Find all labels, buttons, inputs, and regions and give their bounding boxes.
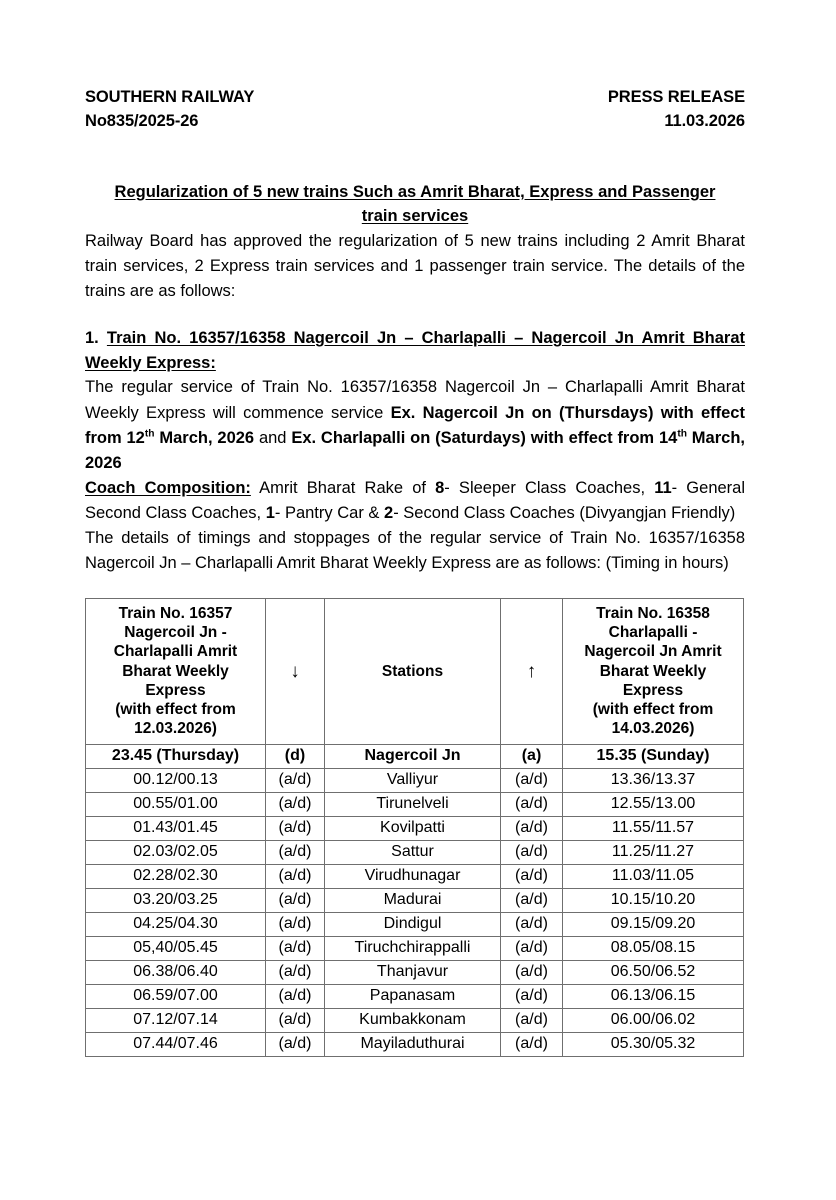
- cell-up-time: 12.55/13.00: [563, 792, 744, 816]
- cell-station: Papanasam: [325, 984, 501, 1008]
- page-title-line-1: Regularization of 5 new trains Such as Amrit Bharat, Express and Passenger: [114, 182, 716, 201]
- cell-down-mark: (a/d): [266, 1008, 325, 1032]
- cell-up-mark: (a/d): [501, 816, 563, 840]
- timing-table-wrapper: [85, 598, 745, 1057]
- cell-station: Mayiladuthurai: [325, 1032, 501, 1056]
- header-down-line-3: Charlapalli Amrit: [113, 643, 238, 661]
- cell-up-mark: (a/d): [501, 1008, 563, 1032]
- header-up-train: [563, 599, 744, 745]
- cell-down-time: 23.45 (Thursday): [86, 744, 266, 768]
- cell-down-time: 07.12/07.14: [86, 1008, 266, 1032]
- cell-down-time: 07.44/07.46: [86, 1032, 266, 1056]
- arrow-down-icon: ↓: [266, 599, 325, 745]
- document-type: PRESS RELEASE: [607, 88, 745, 106]
- section-1-service-paragraph: [85, 375, 745, 475]
- cell-down-mark: (a/d): [266, 1032, 325, 1056]
- table-row: [86, 960, 744, 984]
- cell-down-time: 00.12/00.13: [86, 768, 266, 792]
- table-row: [86, 984, 744, 1008]
- cell-down-mark: (a/d): [266, 864, 325, 888]
- cell-station: Kovilpatti: [325, 816, 501, 840]
- cell-down-time: 06.59/07.00: [86, 984, 266, 1008]
- coach-composition-paragraph: [85, 476, 745, 526]
- cell-down-mark: (a/d): [266, 912, 325, 936]
- header-up-line-1: Train No. 16358: [596, 605, 710, 623]
- cell-up-mark: (a/d): [501, 792, 563, 816]
- table-row: [86, 840, 744, 864]
- header-down-line-1: Train No. 16357: [118, 605, 233, 623]
- page-title: [85, 181, 745, 229]
- header-stations: Stations: [325, 599, 501, 745]
- cell-down-time: 02.28/02.30: [86, 864, 266, 888]
- timing-table-head: [86, 599, 744, 745]
- header-down-line-6: (with effect from: [115, 701, 236, 719]
- cell-station: Virudhunagar: [325, 864, 501, 888]
- coach-count-sleeper: 8: [435, 478, 445, 497]
- cell-station: Thanjavur: [325, 960, 501, 984]
- cell-station: Valliyur: [325, 768, 501, 792]
- coach-composition-label: Coach Composition:: [85, 478, 251, 497]
- table-row-origin: [86, 744, 744, 768]
- cell-up-time: 15.35 (Sunday): [563, 744, 744, 768]
- cell-down-time: 03.20/03.25: [86, 888, 266, 912]
- cell-station: Tiruchchirappalli: [325, 936, 501, 960]
- date-2-rest: March, 2026: [85, 428, 745, 472]
- cell-down-mark: (a/d): [266, 936, 325, 960]
- cell-up-mark: (a/d): [501, 888, 563, 912]
- cell-up-mark: (a/d): [501, 960, 563, 984]
- header-up-line-7: 14.03.2026): [611, 720, 695, 738]
- cell-down-time: 04.25/04.30: [86, 912, 266, 936]
- cell-down-mark: (a/d): [266, 792, 325, 816]
- header-down-line-4: Bharat Weekly: [122, 662, 229, 680]
- cell-up-mark: (a/d): [501, 768, 563, 792]
- cell-up-mark: (a/d): [501, 1032, 563, 1056]
- cell-station: Tirunelveli: [325, 792, 501, 816]
- letterhead-right: [608, 86, 745, 134]
- cell-down-mark: (a/d): [266, 840, 325, 864]
- service-text-lead: The regular service of Train No. 16357/16358 Nagercoil Jn – Charlapalli Amrit Bharat Weekly Express will commence service: [85, 378, 745, 422]
- table-header-row: [86, 599, 744, 745]
- cell-up-time: 06.50/06.52: [563, 960, 744, 984]
- header-up-line-6: (with effect from: [592, 701, 714, 719]
- section-1-number: 1.: [85, 328, 99, 347]
- coach-text-3: - General Second Class Coaches,: [85, 478, 746, 522]
- timings-intro-paragraph: The details of timings and stoppages of the regular service of Train No. 16357/16358 Nagercoil Jn – Charlapalli Amrit Bharat Weekly Express are as follows: (Timing in hours): [85, 528, 745, 572]
- cell-up-time: 08.05/08.15: [563, 936, 744, 960]
- arrow-up-icon: ↑: [501, 599, 563, 745]
- table-row: [86, 888, 744, 912]
- coach-count-general: 11: [654, 478, 672, 497]
- table-row: [86, 1032, 744, 1056]
- cell-down-mark: (a/d): [266, 768, 325, 792]
- cell-up-time: 10.15/10.20: [563, 888, 744, 912]
- cell-down-time: 00.55/01.00: [86, 792, 266, 816]
- cell-station: Dindigul: [325, 912, 501, 936]
- cell-station: Nagercoil Jn: [325, 744, 501, 768]
- coach-text-1: Amrit Bharat Rake of: [250, 478, 436, 497]
- header-down-line-2: Nagercoil Jn -: [124, 624, 227, 642]
- cell-down-mark: (d): [266, 744, 325, 768]
- cell-station: Madurai: [325, 888, 501, 912]
- ordinal-suffix-1: th: [144, 428, 155, 440]
- coach-text-2: - Sleeper Class Coaches,: [444, 478, 655, 497]
- cell-up-mark: (a/d): [501, 864, 563, 888]
- cell-up-mark: (a/d): [501, 840, 563, 864]
- timing-table-body: [86, 744, 744, 1056]
- cell-down-time: 05,40/05.45: [86, 936, 266, 960]
- table-row: [86, 768, 744, 792]
- cell-up-time: 06.13/06.15: [563, 984, 744, 1008]
- cell-down-mark: (a/d): [266, 888, 325, 912]
- cell-down-time: 02.03/02.05: [86, 840, 266, 864]
- letterhead-left: [85, 86, 254, 134]
- header-up-line-5: Express: [622, 681, 684, 699]
- timing-table: [85, 598, 744, 1057]
- table-row: [86, 936, 744, 960]
- table-row: [86, 912, 744, 936]
- letterhead: [85, 86, 745, 134]
- cell-up-time: 13.36/13.37: [563, 768, 744, 792]
- header-down-line-7: 12.03.2026): [134, 720, 217, 738]
- cell-up-time: 11.03/11.05: [563, 864, 744, 888]
- ordinal-suffix-2: th: [677, 428, 687, 440]
- cell-down-mark: (a/d): [266, 960, 325, 984]
- cell-down-time: 01.43/01.45: [86, 816, 266, 840]
- table-row: [86, 816, 744, 840]
- cell-down-mark: (a/d): [266, 816, 325, 840]
- cell-up-time: 11.25/11.27: [563, 840, 744, 864]
- header-up-line-2: Charlapalli -: [608, 624, 698, 642]
- cell-station: Sattur: [325, 840, 501, 864]
- cell-up-time: 05.30/05.32: [563, 1032, 744, 1056]
- cell-down-mark: (a/d): [266, 984, 325, 1008]
- page-title-line-2: train services: [361, 206, 469, 225]
- cell-up-mark: (a/d): [501, 936, 563, 960]
- header-down-line-5: Express: [145, 681, 206, 699]
- conjunction-and: and: [254, 428, 292, 447]
- table-row: [86, 864, 744, 888]
- cell-up-time: 09.15/09.20: [563, 912, 744, 936]
- ex-charlapalli-bold: Ex. Charlapalli on (Saturdays) with effect from 14: [291, 428, 678, 447]
- coach-count-pantry: 1: [265, 503, 275, 522]
- cell-down-time: 06.38/06.40: [86, 960, 266, 984]
- cell-up-mark: (a/d): [501, 984, 563, 1008]
- organization-name: SOUTHERN RAILWAY: [85, 88, 255, 106]
- table-row: [86, 1008, 744, 1032]
- ex-nagercoil-bold: Ex. Nagercoil Jn on (Thursdays) with effect from 12: [85, 403, 745, 447]
- coach-text-5: - Second Class Coaches (Divyangjan Friendly): [393, 503, 736, 522]
- date-1-rest: March, 2026: [154, 428, 255, 447]
- header-up-line-4: Bharat Weekly: [599, 662, 707, 680]
- section-1-heading-text: Train No. 16357/16358 Nagercoil Jn – Charlapalli – Nagercoil Jn Amrit Bharat Weekly Express:: [85, 328, 745, 372]
- cell-up-time: 06.00/06.02: [563, 1008, 744, 1032]
- intro-paragraph: Railway Board has approved the regularization of 5 new trains including 2 Amrit Bharat train services, 2 Express train services and 1 passenger train service. The details of the trains are as follows:: [85, 231, 745, 300]
- cell-up-mark: (a/d): [501, 912, 563, 936]
- header-up-line-3: Nagercoil Jn Amrit: [584, 643, 722, 661]
- section-1-heading: [85, 326, 745, 376]
- coach-count-second: 2: [384, 503, 394, 522]
- reference-number: No835/2025-26: [85, 111, 199, 130]
- cell-up-mark: (a): [501, 744, 563, 768]
- release-date: 11.03.2026: [664, 111, 745, 130]
- cell-station: Kumbakkonam: [325, 1008, 501, 1032]
- cell-up-time: 11.55/11.57: [563, 816, 744, 840]
- header-down-train: [86, 599, 266, 745]
- document-content: [85, 86, 745, 1057]
- table-row: [86, 792, 744, 816]
- coach-text-4: - Pantry Car &: [274, 503, 384, 522]
